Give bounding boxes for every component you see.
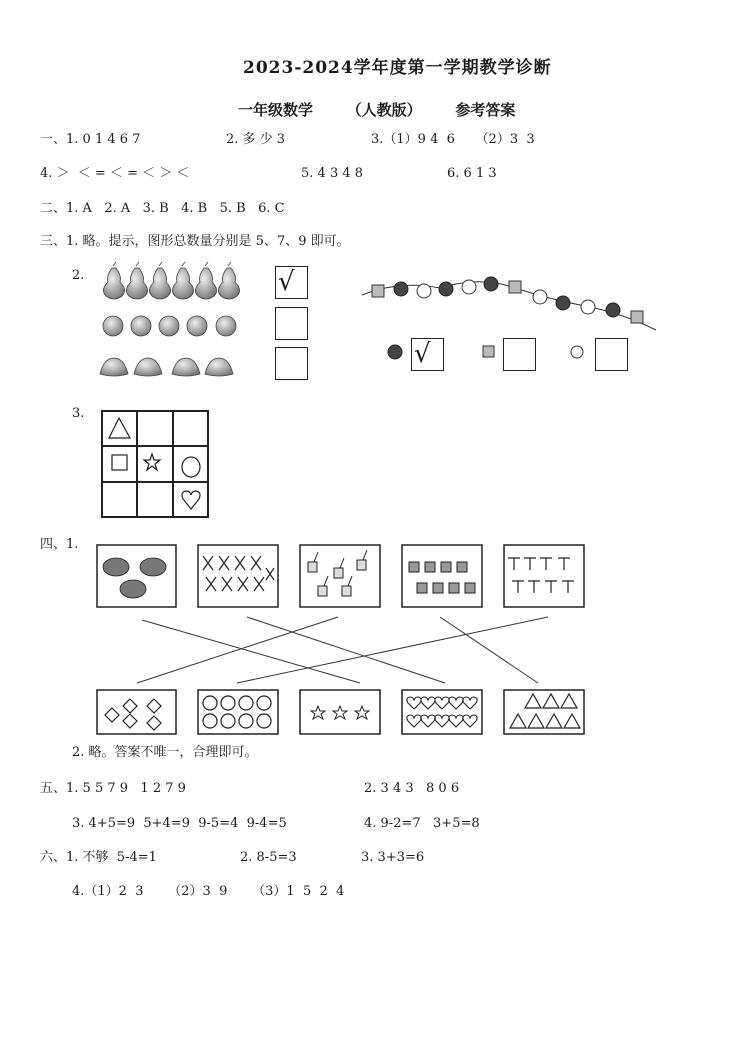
brush-icon (318, 586, 327, 596)
brush-icons (308, 550, 367, 596)
q3-2-label: 2. (72, 268, 85, 283)
scissors-icons (203, 556, 274, 591)
square-bead (631, 311, 643, 323)
card-hearts (402, 690, 482, 734)
light-bead (533, 290, 547, 304)
clip-icon (409, 562, 419, 572)
square-icon (112, 455, 127, 470)
triangle-icon (546, 714, 562, 728)
pear-icon (149, 262, 170, 299)
scissors-icon (254, 577, 264, 591)
answer-5-4: 4. 9-2=7 3+5=8 (364, 816, 480, 831)
q3-3-label: 3. (72, 406, 85, 421)
circle-icon (203, 714, 217, 728)
diamond-icon (123, 699, 137, 713)
card-triangles (504, 690, 584, 734)
scissors-icon (238, 577, 248, 591)
peach-icon (205, 358, 233, 376)
q4-1-label: 四、1. (40, 537, 79, 552)
star-icon (311, 706, 325, 719)
heart-icon (449, 715, 463, 727)
pear-icon (103, 262, 124, 299)
apple-icon (187, 316, 207, 336)
answer-1-1: 一、1. 0 1 4 6 7 (40, 132, 141, 147)
watermelon-icon (103, 558, 129, 576)
apple-row (103, 316, 236, 336)
heart-icon (407, 697, 421, 709)
answer-6-4: 4.（1）2 3 （2）3 9 （3）1 5 2 4 (72, 884, 345, 899)
diamond-icon (147, 716, 161, 730)
apple-icon (103, 316, 123, 336)
answer-6-3: 3. 3+3=6 (361, 850, 425, 865)
light-bead (462, 280, 476, 294)
answer-6-2: 2. 8-5=3 (240, 850, 297, 865)
pin-icon (512, 581, 524, 593)
clip-icon (417, 583, 427, 593)
dark-bead (606, 303, 620, 317)
pin-icon (558, 558, 570, 570)
light-bead (581, 300, 595, 314)
answer-3-1: 三、1. 略。提示，图形总数量分别是 5、7、9 即可。 (40, 234, 350, 249)
scissors-icon (222, 577, 232, 591)
answer-5-1: 五、1. 5 5 7 9 1 2 7 9 (40, 781, 186, 796)
triangle-icon (561, 694, 577, 708)
card-scissors (198, 545, 278, 607)
watermelon-icons (103, 558, 166, 598)
heart-icon (449, 697, 463, 709)
peach-row (100, 358, 233, 376)
circle-icon (221, 696, 235, 710)
dark-bead (394, 282, 408, 296)
heart-icon (463, 715, 477, 727)
square-bead (509, 281, 521, 293)
clip-icon (425, 562, 435, 572)
dark-bead (556, 296, 570, 310)
clip-icon (465, 583, 475, 593)
apple-icon (159, 316, 179, 336)
heart-icons (407, 697, 477, 727)
pear-row (103, 262, 239, 299)
answer-5-3: 3. 4+5=9 5+4=9 9-5=4 9-4=5 (72, 816, 287, 831)
pin-icon (508, 558, 520, 570)
page-subtitle: 一年级数学 （人教版） 参考答案 (238, 101, 516, 119)
brush-icon (357, 560, 366, 570)
watermelon-icon (140, 558, 166, 576)
scissors-icon (206, 577, 216, 591)
answer-1-5: 5. 4 3 4 8 (301, 166, 364, 181)
peach-icon (100, 358, 128, 376)
pear-icon (172, 262, 193, 299)
star-icons (311, 706, 369, 719)
answer-1-3: 3.（1）9 4 6 （2）3 3 (371, 132, 535, 147)
scissors-icon (266, 568, 274, 580)
pin-icon (524, 558, 536, 570)
answer-1-2: 2. 多 少 3 (226, 132, 286, 147)
answer-box-square-bead (503, 338, 536, 371)
circle-icon (239, 696, 253, 710)
scissors-icon (219, 556, 229, 570)
heart-icon (407, 715, 421, 727)
scissors-icon (251, 556, 261, 570)
circle-icon (257, 714, 271, 728)
star-icon (355, 706, 369, 719)
card-diamonds (97, 690, 176, 734)
light-bead (417, 284, 431, 298)
pin-icon (528, 581, 540, 593)
heart-icon (421, 697, 435, 709)
triangle-icon (525, 694, 541, 708)
answer-6-1: 六、1. 不够 5-4=1 (40, 850, 157, 865)
card-stars (300, 690, 380, 734)
peach-icon (134, 358, 162, 376)
clip-icon (441, 562, 451, 572)
pin-icon (540, 558, 552, 570)
diamond-icon (123, 714, 137, 728)
light-bead-legend (571, 346, 583, 358)
pin-icon (545, 581, 557, 593)
card-pins (504, 545, 584, 607)
square-bead (372, 285, 384, 297)
watermelon-icon (120, 580, 146, 598)
card-circles (198, 690, 278, 734)
check-mark: √ (414, 339, 431, 369)
page-title: 2023-2024学年度第一学期教学诊断 (243, 58, 552, 78)
pear-icon (195, 262, 216, 299)
answer-4-2: 2. 略。答案不唯一，合理即可。 (72, 745, 258, 760)
answer-1-4: 4. ＞ ＜ = ＜ = ＜ ＞ ＜ (40, 166, 190, 181)
brush-icon (308, 562, 317, 572)
clip-icon (433, 583, 443, 593)
answer-2: 二、1. A 2. A 3. B 4. B 5. B 6. C (40, 201, 285, 216)
matching-lines (137, 617, 548, 683)
clip-icon (449, 583, 459, 593)
heart-icon (463, 697, 477, 709)
apple-icon (216, 316, 236, 336)
dark-bead (484, 277, 498, 291)
pear-icon (218, 262, 239, 299)
circle-icons (203, 696, 271, 728)
heart-icon (182, 491, 200, 509)
dark-bead (439, 282, 453, 296)
check-mark: √ (278, 267, 295, 297)
circle-icon (221, 714, 235, 728)
scissors-icon (203, 556, 213, 570)
dark-bead-legend (388, 345, 402, 359)
heart-icon (435, 697, 449, 709)
pear-icon (126, 262, 147, 299)
brush-icon (342, 586, 351, 596)
answer-box-apples (275, 307, 308, 340)
triangle-icon (528, 714, 544, 728)
scissors-icon (235, 556, 245, 570)
heart-icon (421, 715, 435, 727)
answer-box-light-bead (595, 338, 628, 371)
answer-5-2: 2. 3 4 3 8 0 6 (364, 781, 460, 796)
card-clips (402, 545, 482, 607)
star-icon (333, 706, 347, 719)
triangle-icon (564, 714, 580, 728)
card-brushes (300, 545, 380, 607)
brush-icon (334, 568, 343, 578)
star-icon (144, 454, 160, 470)
diamond-icon (147, 699, 161, 713)
square-bead-legend (483, 346, 494, 357)
heart-icon (435, 715, 449, 727)
answer-1-6: 6. 6 1 3 (447, 166, 497, 181)
triangle-icon (510, 714, 526, 728)
pin-icons (508, 558, 574, 593)
circle-icon (239, 714, 253, 728)
triangle-icons (510, 694, 580, 728)
diamond-icons (105, 699, 161, 730)
card-watermelons (97, 545, 176, 607)
pin-icon (562, 581, 574, 593)
triangle-icon (109, 418, 130, 438)
diamond-icon (105, 708, 119, 722)
triangle-icon (543, 694, 559, 708)
apple-icon (131, 316, 151, 336)
answer-box-peaches (275, 347, 308, 380)
circle-icon (182, 457, 200, 477)
clip-icon (457, 562, 467, 572)
circle-icon (257, 696, 271, 710)
clip-icons (409, 562, 475, 593)
peach-icon (172, 358, 200, 376)
circle-icon (203, 696, 217, 710)
